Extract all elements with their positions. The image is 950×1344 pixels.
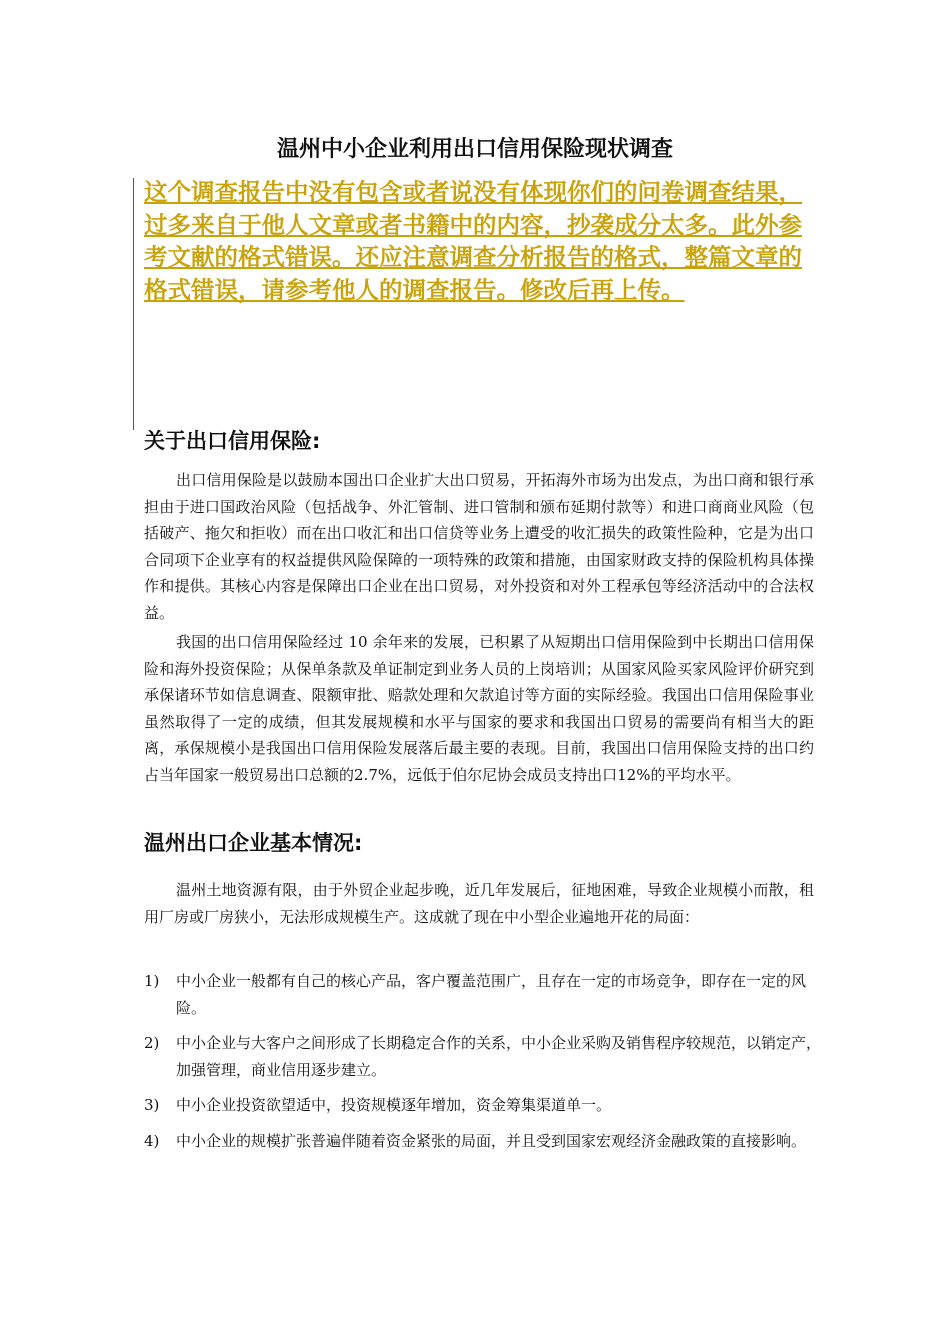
list-item [144, 1030, 824, 1083]
reviewer-comment: 这个调查报告中没有包含或者说没有体现你们的问卷调查结果，过多来自于他人文章或者书籍中的内容，抄袭成分太多。此外参考文献的格式错误。还应注意调查分析报告的格式，整篇文章的格式错误，请参考他人的调查报告。修改后再上传。 [144, 178, 802, 304]
list-item-text: 中小企业投资欲望适中，投资规模逐年增加，资金筹集渠道单一。 [176, 1096, 612, 1114]
list-item-number: 2) [144, 1034, 160, 1052]
list-item-number: 3) [144, 1096, 160, 1114]
list-item [144, 1092, 824, 1119]
section-heading-export-credit-insurance: 关于出口信用保险: [144, 429, 321, 453]
list-item [144, 1128, 824, 1155]
list-item-number: 4) [144, 1131, 160, 1150]
paragraph-development: 我国的出口信用保险经过 10 余年来的发展，已积累了从短期出口信用保险到中长期出口信用保险和海外投资保险；从保单条款及单证制定到业务人员的上岗培训；从国家风险买家风险评价研究到承保诸环节如信息调查、限额审批、赔款处理和欠款追讨等方面的实际经验。我国出口信用保险事业虽然取得了一定的成绩，但其发展规模和水平与国家的要求和我国出口贸易的需要尚有相当大的距离，承保规模小是我国出口信用保险发展落后最主要的表现。目前，我国出口信用保险支持的出口约占当年国家一般贸易出口总额的2.7%，远低于伯尔尼协会成员支持出口12%的平均水平。 [144, 633, 814, 784]
list-item-text: 中小企业的规模扩张普遍伴随着资金紧张的局面，并且受到国家宏观经济金融政策的直接影响。 [176, 1131, 807, 1150]
revision-change-bar [133, 178, 134, 430]
list-item-text: 中小企业一般都有自己的核心产品，客户覆盖范围广，且存在一定的市场竞争，即存在一定的风险。 [176, 972, 807, 1017]
section-heading-wenzhou-exporters: 温州出口企业基本情况: [144, 831, 363, 855]
paragraph-intro: 出口信用保险是以鼓励本国出口企业扩大出口贸易，开拓海外市场为出发点，为出口商和银行承担由于进口国政治风险（包括战争、外汇管制、进口管制和颁布延期付款等）和进口商商业风险（包括破产、拖欠和拒收）而在出口收汇和出口信贷等业务上遭受的收汇损失的政策性险种，它是为出口合同项下企业享有的权益提供风险保障的一项特殊的政策和措施，由国家财政支持的保险机构具体操作和提供。其核心内容是保障出口企业在出口贸易，对外投资和对外工程承包等经济活动中的合法权益。 [144, 471, 814, 622]
list-item [144, 968, 824, 1021]
list-item-text: 中小企业与大客户之间形成了长期稳定合作的关系，中小企业采购及销售程序较规范，以销定产，加强管理，商业信用逐步建立。 [176, 1034, 822, 1079]
document-title: 温州中小企业利用出口信用保险现状调查 [276, 137, 673, 162]
characteristics-list [144, 968, 824, 1163]
paragraph-wenzhou: 温州土地资源有限，由于外贸企业起步晚，近几年发展后，征地困难，导致企业规模小而散，租用厂房或厂房狭小，无法形成规模生产。这成就了现在中小型企业遍地开花的局面： [144, 881, 814, 926]
list-item-number: 1) [144, 972, 160, 990]
